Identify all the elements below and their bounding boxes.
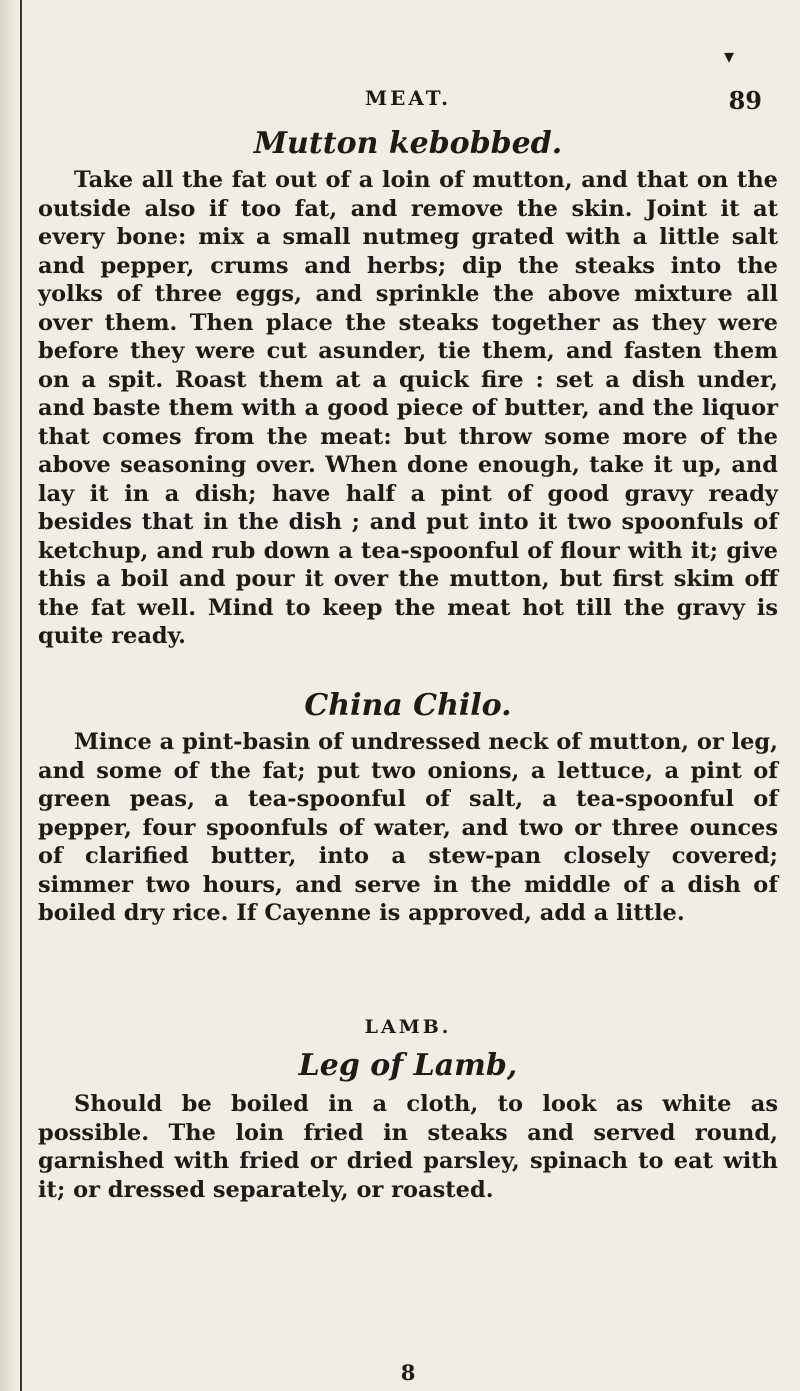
recipe-title-mutton-kebobbed: Mutton kebobbed.: [253, 126, 563, 161]
page-number: 89: [728, 86, 762, 115]
recipe-title-leg-of-lamb: Leg of Lamb,: [298, 1048, 518, 1083]
section-heading-lamb: LAMB.: [364, 1016, 452, 1038]
recipe-text-mutton-kebobbed: Take all the fat out of a loin of mutton, and that on the outside also if too fat, and remove the skin. Joint it at every bone: mix a small nutmeg grated with a little salt and pepper, crums and herbs; dip the steaks into the yolks of three eggs, and sprinkle the above mixture all over them. Then place the steaks together as they were before they were cut asunder, tie them, and fasten them on a spit. Roast them at a quick fire : set a dish under, and baste them with a good piece of butter, and the liquor that comes from the meat: but throw some more of the above seasoning over. When done enough, take it up, and lay it in a dish; have half a pint of good gravy ready besides that in the dish ; and put into it two spoonfuls of ketchup, and rub down a tea-spoonful of flour with it; give this a boil and pour it over the mutton, but first skim off the fat well. Mind to keep the meat hot till the gravy is quite ready.: [38, 167, 778, 649]
recipe-text-china-chilo: Mince a pint-basin of undressed neck of mutton, or leg, and some of the fat; put two onions, a lettuce, a pint of green peas, a tea-spoonful of salt, a tea-spoonful of pepper, four spoonfuls of water, and two or three ounces of clarified butter, into a stew-pan closely covered; simmer two hours, and serve in the middle of a dish of boiled dry rice. If Cayenne is approved, add a little.: [38, 729, 778, 926]
running-title: MEAT.: [364, 86, 452, 110]
recipe-title-china-chilo: China Chilo.: [304, 688, 512, 723]
folio-signature: 8: [400, 1360, 416, 1385]
corner-mark: ▾: [724, 44, 735, 68]
page-binding-edge: [0, 0, 22, 1391]
book-page: [38, 0, 778, 1391]
running-head: [38, 86, 778, 118]
recipe-text-leg-of-lamb: Should be boiled in a cloth, to look as white as possible. The loin fried in steaks and served round, garnished with fried or dried parsley, spinach to eat with it; or dressed separately, or roasted.: [38, 1091, 778, 1203]
